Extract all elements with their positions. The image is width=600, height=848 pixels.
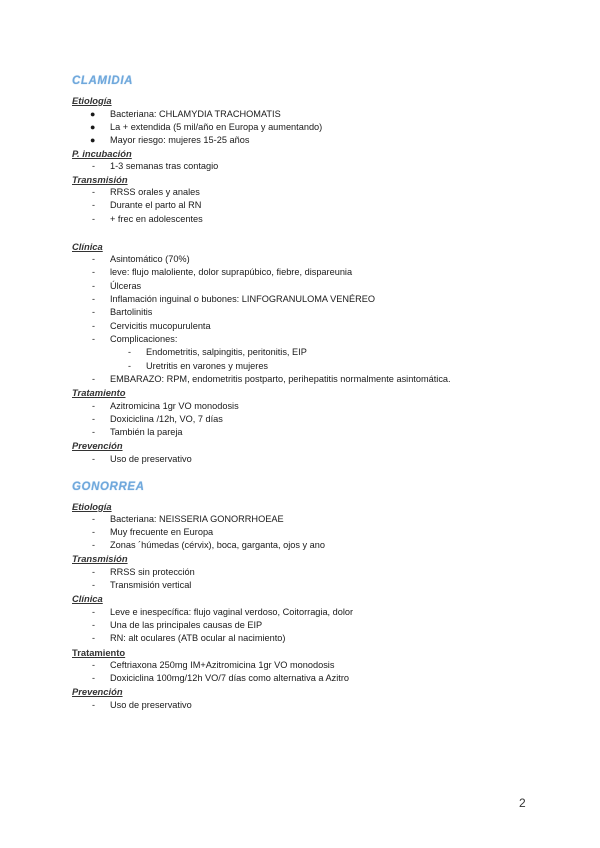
bullet-icon: ● xyxy=(90,109,96,119)
dash-marker: - xyxy=(92,633,95,643)
list-item: Bacteriana: CHLAMYDIA TRACHOMATIS xyxy=(110,109,281,119)
list-item: Asintomático (70%) xyxy=(110,254,190,264)
list-item: Complicaciones: xyxy=(110,334,178,344)
sub-list-item: Uretritis en varones y mujeres xyxy=(146,361,269,371)
list-item: Leve e inespecífica: flujo vaginal verdoso, Coitorragia, dolor xyxy=(110,607,354,617)
dash-marker: - xyxy=(92,307,95,317)
heading-prevencion: Prevención xyxy=(72,440,123,451)
list-item: leve: flujo maloliente, dolor suprapúbico, fiebre, dispareunia xyxy=(110,267,353,277)
list-item: También la pareja xyxy=(110,427,183,437)
heading-prevencion: Prevención xyxy=(72,686,123,697)
list-item: Zonas ´húmedas (cérvix), boca, garganta, ojos y ano xyxy=(110,540,325,550)
list-item: Transmisión vertical xyxy=(110,580,192,590)
heading-incubacion: P. incubación xyxy=(72,148,132,159)
list-item: EMBARAZO: RPM, endometritis postparto, perihepatitis normalmente asintomática. xyxy=(110,374,451,384)
list-item: + frec en adolescentes xyxy=(110,214,203,224)
dash-marker: - xyxy=(92,660,95,670)
list-item: Uso de preservativo xyxy=(110,454,192,464)
dash-marker: - xyxy=(92,294,95,304)
heading-tratamiento: Tratamiento xyxy=(72,387,126,398)
dash-marker: - xyxy=(92,200,95,210)
heading-transmision: Transmisión xyxy=(72,174,128,185)
dash-marker: - xyxy=(92,281,95,291)
list-item: Doxiciclina /12h, VO, 7 días xyxy=(110,414,223,424)
list-item: Bartolinitis xyxy=(110,307,153,317)
list-item: Mayor riesgo: mujeres 15-25 años xyxy=(110,135,250,145)
dash-marker: - xyxy=(92,540,95,550)
list-item: Cervicitis mucopurulenta xyxy=(110,321,211,331)
dash-marker: - xyxy=(92,527,95,537)
dash-marker: - xyxy=(92,620,95,630)
dash-marker: - xyxy=(92,214,95,224)
list-item: Ceftriaxona 250mg IM+Azitromicina 1gr VO monodosis xyxy=(110,660,335,670)
list-item: Azitromicina 1gr VO monodosis xyxy=(110,401,239,411)
dash-marker: - xyxy=(128,347,131,357)
list-item: RRSS sin protección xyxy=(110,567,195,577)
list-item: Uso de preservativo xyxy=(110,700,192,710)
bullet-icon: ● xyxy=(90,122,96,132)
dash-marker: - xyxy=(92,334,95,344)
list-item: Doxiciclina 100mg/12h VO/7 días como alternativa a Azitro xyxy=(110,673,349,683)
bullet-icon: ● xyxy=(90,135,96,145)
list-item: Muy frecuente en Europa xyxy=(110,527,214,537)
dash-marker: - xyxy=(92,580,95,590)
dash-marker: - xyxy=(92,607,95,617)
heading-etiologia: Etiología xyxy=(72,501,112,512)
dash-marker: - xyxy=(92,567,95,577)
list-item: Bacteriana: NEISSERIA GONORRHOEAE xyxy=(110,514,284,524)
dash-marker: - xyxy=(92,700,95,710)
list-item: Durante el parto al RN xyxy=(110,200,202,210)
dash-marker: - xyxy=(92,374,95,384)
dash-marker: - xyxy=(92,401,95,411)
heading-transmision: Transmisión xyxy=(72,553,128,564)
list-item: RRSS orales y anales xyxy=(110,187,200,197)
dash-marker: - xyxy=(92,427,95,437)
heading-tratamiento: Tratamiento xyxy=(72,647,126,658)
heading-clinica: Clínica xyxy=(72,241,103,252)
list-item: RN: alt oculares (ATB ocular al nacimiento) xyxy=(110,633,286,643)
dash-marker: - xyxy=(92,514,95,524)
dash-marker: - xyxy=(128,361,131,371)
dash-marker: - xyxy=(92,454,95,464)
heading-clinica: Clínica xyxy=(72,593,103,604)
dash-marker: - xyxy=(92,321,95,331)
section-title-gonorrea: GONORREA xyxy=(72,481,145,493)
dash-marker: - xyxy=(92,267,95,277)
list-item: Úlceras xyxy=(110,281,142,291)
section-title-clamidia: CLAMIDIA xyxy=(72,75,134,87)
heading-etiologia: Etiología xyxy=(72,95,112,106)
list-item: La + extendida (5 mil/año en Europa y aumentando) xyxy=(110,122,323,132)
dash-marker: - xyxy=(92,414,95,424)
dash-marker: - xyxy=(92,161,95,171)
dash-marker: - xyxy=(92,187,95,197)
list-item: Una de las principales causas de EIP xyxy=(110,620,263,630)
page-number: 2 xyxy=(519,796,526,810)
sub-list-item: Endometritis, salpingitis, peritonitis, EIP xyxy=(146,347,307,357)
list-item: Inflamación inguinal o bubones: LINFOGRANULOMA VENÉREO xyxy=(110,294,376,304)
list-item: 1-3 semanas tras contagio xyxy=(110,161,219,171)
dash-marker: - xyxy=(92,673,95,683)
dash-marker: - xyxy=(92,254,95,264)
